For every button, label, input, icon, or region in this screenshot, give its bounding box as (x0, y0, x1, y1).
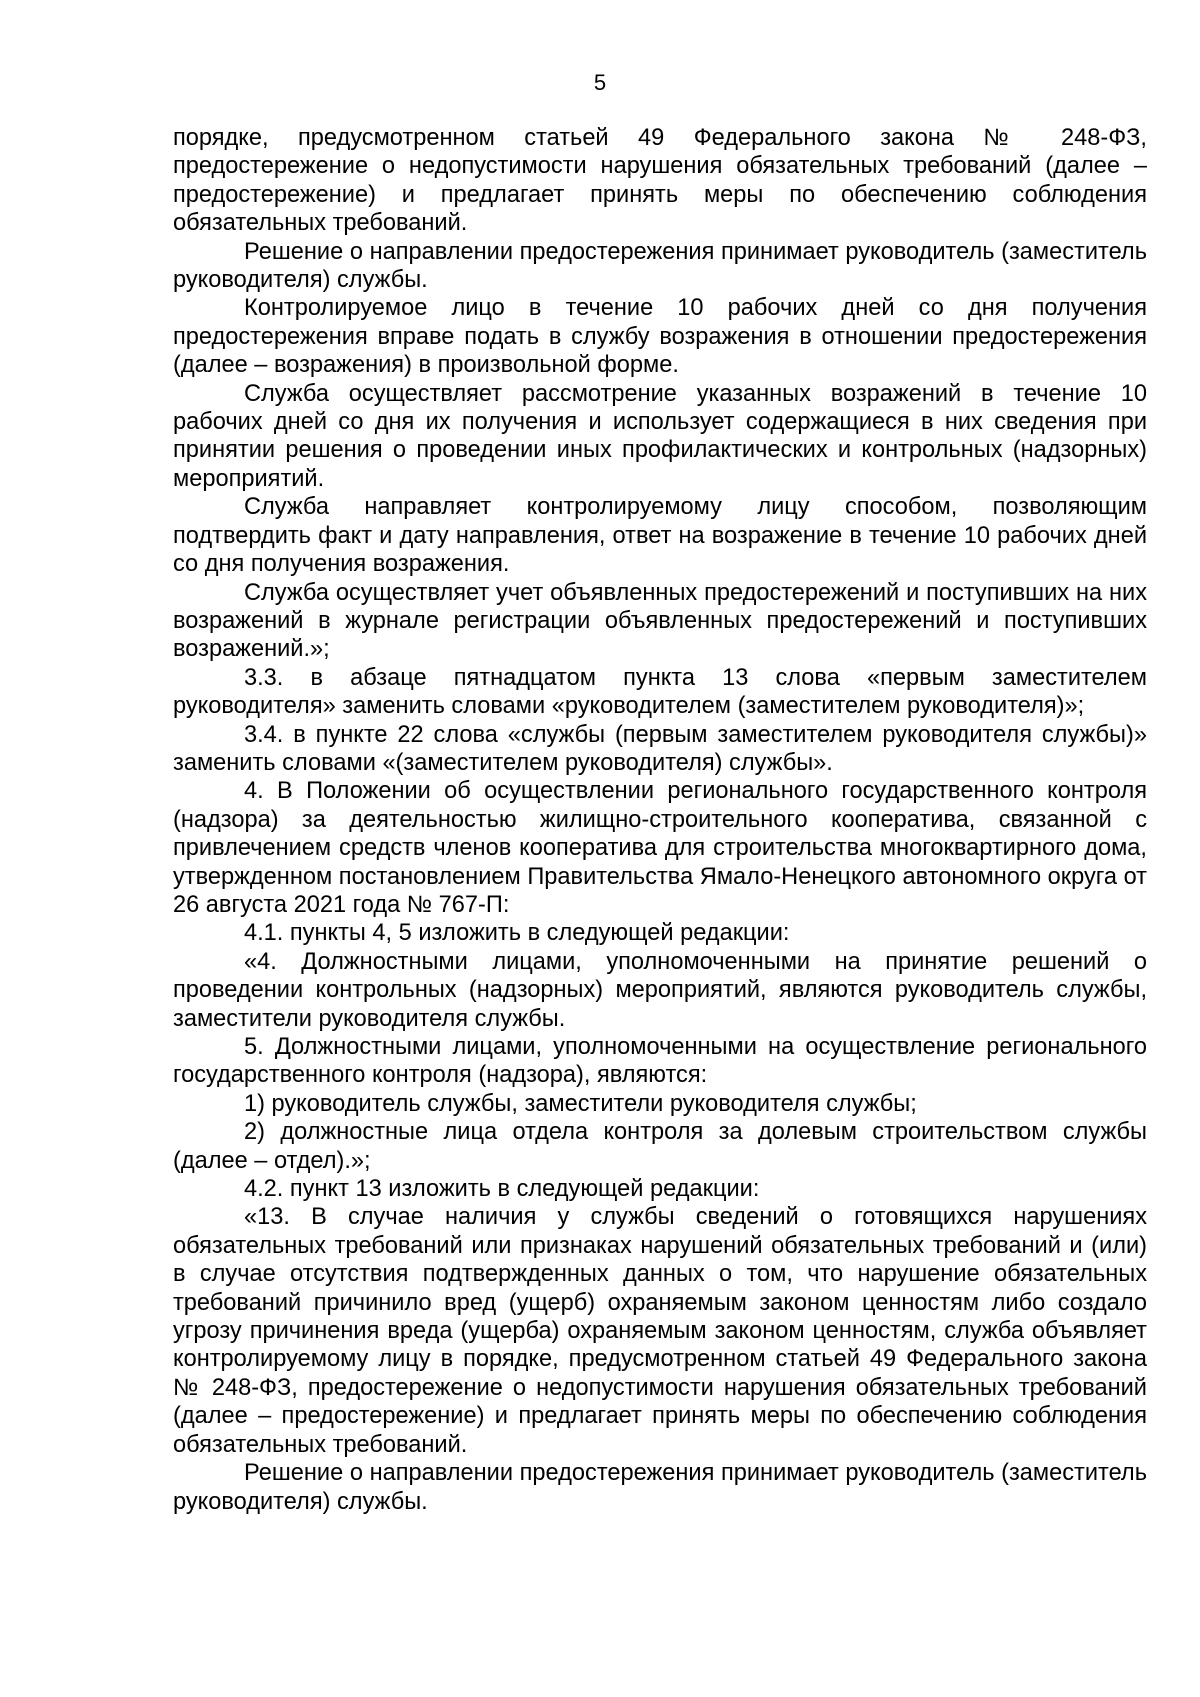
page-number: 5 (593, 70, 607, 95)
paragraph-point-5-sub-2: 2) должностные лица отдела контроля за долевым строительством службы (далее – отдел).»; (173, 1119, 1147, 1174)
paragraph-point-13: «13. В случае наличия у службы сведений о готовящихся нарушениях обязательных требований или признаках нарушений обязательных требований и (или) в случае отсутствия подтвержденных данных о том, что нарушение обязательных требований причинило вред (ущерб) охраняемым законом ценностям либо создало угрозу причинения вреда (ущерба) охраняемым законом ценностям, служба объявляет контролируемому лицу в порядке, предусмотренном статьей 49 Федерального закона № 248-ФЗ, предостережение о недопустимости нарушения обязательных требований (далее – предостережение) и предлагает принять меры по обеспечению соблюдения обязательных требований. (173, 1204, 1147, 1458)
paragraph-warnings-register: Служба осуществляет учет объявленных предостережений и поступивших на них возражений в журнале регистрации объявленных предостережений и поступивших возражений.»; (173, 579, 1147, 663)
paragraph-item-4: 4. В Положении об осуществлении регионального государственного контроля (надзора) за деятельностью жилищно-строительного кооператива, связанной с привлечением средств членов кооператива для строительства многоквартирного дома, утвержденном постановлением Правительства Ямало-Ненецкого автономного округа от 26 августа 2021 года № 767-П: (173, 778, 1147, 918)
paragraph-item-3-3: 3.3. в абзаце пятнадцатом пункта 13 слова «первым заместителем руководителя» заменить словами «руководителем (заместителем руководителя)»; (173, 664, 1147, 720)
paragraph-point-4: «4. Должностными лицами, уполномоченными на принятие решений о проведении контрольных (надзорных) мероприятий, являются руководитель службы, заместители руководителя службы. (173, 948, 1147, 1032)
paragraph-continuation: порядке, предусмотренном статьей 49 Федерального закона № 248-ФЗ, предостережение о недопустимости нарушения обязательных требований (далее – предостережение) и предлагает принять меры по обеспечению соблюдения обязательных требований. (173, 125, 1147, 237)
paragraph-objections-review: Служба осуществляет рассмотрение указанных возражений в течение 10 рабочих дней со дня их получения и использует содержащиеся в них сведения при принятии решения о проведении иных профилактических и контрольных (надзорных) мероприятий. (173, 380, 1147, 492)
document-body (173, 124, 1147, 1516)
paragraph-decision-warning: Решение о направлении предостережения принимает руководитель (заместитель руководителя) службы. (173, 238, 1147, 294)
paragraph-objections-right: Контролируемое лицо в течение 10 рабочих дней со дня получения предостережения вправе подать в службу возражения в отношении предостережения (далее – возражения) в произвольной форме. (173, 295, 1147, 379)
paragraph-item-4-2: 4.2. пункт 13 изложить в следующей редакции: (244, 1176, 760, 1203)
paragraph-decision-warning-2: Решение о направлении предостережения принимает руководитель (заместитель руководителя) службы. (173, 1460, 1147, 1515)
paragraph-point-5-sub-1: 1) руководитель службы, заместители руководителя службы; (244, 1090, 917, 1117)
paragraph-objection-response: Служба направляет контролируемому лицу способом, позволяющим подтвердить факт и дату направления, ответ на возражение в течение 10 рабочих дней со дня получения возражения. (173, 494, 1147, 578)
paragraph-point-5: 5. Должностными лицами, уполномоченными на осуществление регионального государственного контроля (надзора), являются: (173, 1034, 1147, 1089)
paragraph-item-4-1: 4.1. пункты 4, 5 изложить в следующей редакции: (244, 920, 790, 947)
paragraph-item-3-4: 3.4. в пункте 22 слова «службы (первым заместителем руководителя службы)» заменить словами «(заместителем руководителя) службы». (173, 721, 1147, 776)
